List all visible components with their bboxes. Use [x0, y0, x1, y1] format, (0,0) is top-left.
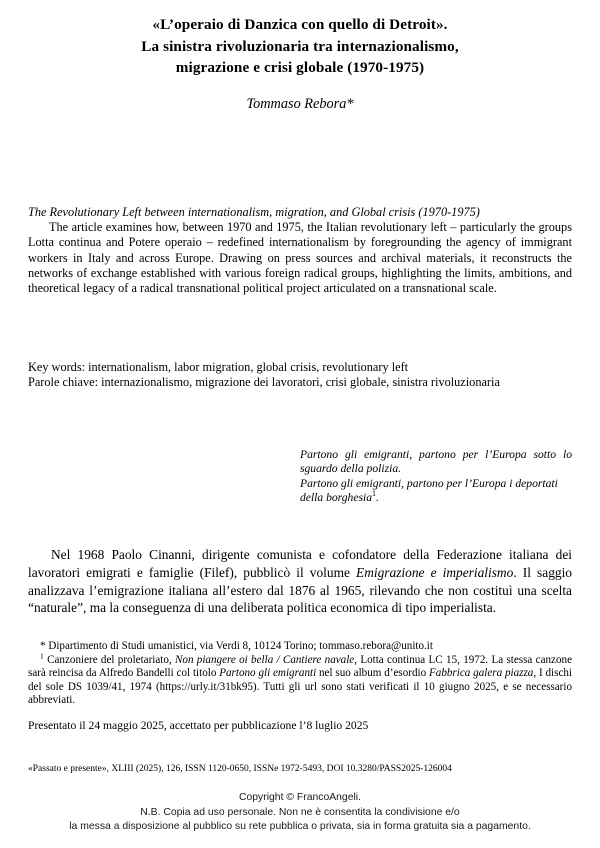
epigraph-line-2: [300, 477, 572, 506]
footnote-1: [28, 650, 572, 708]
copyright-line-3: la messa a disposizione al pubblico su rete pubblica o privata, sia in forma gratuita sia a pagamento.: [69, 821, 531, 833]
body-p1-seg2: . Il saggio analizzava l’emigrazione italiana all’estero dal 1876 al 1965, rilevando che non costituì una scelta “naturale”, ma la conseguenza di una deliberata politica economica di tipo imperialista.: [28, 564, 572, 616]
epigraph-block: [300, 448, 572, 506]
title-line-2: La sinistra rivoluzionaria tra internazionalismo,: [141, 37, 459, 55]
footnote-affiliation: [28, 640, 572, 654]
keywords-block: [28, 360, 572, 390]
footnote-1-seg2: , Lotta continua LC 15, 1972. La stessa canzone sarà reincisa da Alfredo Bandelli col titolo: [28, 653, 572, 680]
footnote-1-seg4: , I dischi del sole DS 1039/41, 1974 (https://urly.it/31bk95). Tutti gli url sono stati verificati il 10 giugno 2025, e se necessario abbreviati.: [28, 667, 572, 707]
copyright-line-2: N.B. Copia ad uso personale. Non ne è consentita la condivisione e/o: [140, 806, 460, 818]
epigraph-line-1: Partono gli emigranti, partono per l’Europa sotto lo sguardo della polizia.: [300, 448, 572, 476]
keywords-english: Key words: internationalism, labor migration, global crisis, revolutionary left: [28, 360, 409, 374]
abstract-block: [28, 205, 572, 296]
footnote-1-seg3: nel suo album d’esordio: [316, 667, 430, 680]
footnote-affiliation-marker: *: [40, 640, 46, 652]
copyright-notice: [0, 791, 600, 835]
epigraph-line-2-period: .: [376, 491, 379, 505]
footnote-1-song-title: Non piangere oi bella / Cantiere navale: [175, 653, 355, 666]
footnote-1-seg1: Canzoniere del proletariato,: [47, 653, 175, 666]
page-title: [0, 14, 600, 79]
author-name: Tommaso Rebora*: [246, 96, 354, 112]
footnote-1-song-title-2: Partono gli emigranti: [219, 667, 317, 680]
body-p1-seg1: Nel 1968 Paolo Cinanni, dirigente comunista e cofondatore della Federazione italiana dei lavoratori emigrati e famiglie (Filef), pubblicò il volume: [28, 547, 572, 580]
body-p1-book-title: Emigrazione e imperialismo: [356, 564, 514, 580]
title-line-1: «L’operaio di Danzica con quello di Detroit».: [152, 16, 448, 33]
abstract-english-title: The Revolutionary Left between internationalism, migration, and Global crisis (1970-1975): [28, 205, 480, 219]
copyright-line-1: Copyright © FrancoAngeli.: [238, 792, 361, 803]
epigraph-line-2-text: Partono gli emigranti, partono per l’Europa i deportati della borghesia: [300, 476, 558, 505]
keywords-italian: Parole chiave: internazionalismo, migrazione dei lavoratori, crisi globale, sinistra rivoluzionaria: [28, 375, 500, 390]
footnote-1-marker: 1: [40, 650, 44, 660]
footnote-affiliation-text: Dipartimento di Studi umanistici, via Verdi 8, 10124 Torino; tommaso.rebora@unito.it: [48, 640, 433, 652]
submission-dates: Presentato il 24 maggio 2025, accettato per pubblicazione l’8 luglio 2025: [28, 719, 369, 732]
footnote-1-album-title: Fabbrica galera piazza: [429, 667, 534, 680]
title-line-3: migrazione e crisi globale (1970-1975): [175, 59, 425, 76]
epigraph-footnote-marker: 1: [372, 489, 377, 499]
abstract-text: The article examines how, between 1970 and 1975, the Italian revolutionary left – particularly the groups Lotta continua and Potere operaio – redefined internationalism by foregrounding the agency of immigrant workers in Italy and across Europe. Drawing on press sources and archival materials, it reconstructs the networks of exchange established with various foreign radical groups, highlighting the limits, ambitions, and theoretical legacy of a radical transnational political project articulated on a transnational scale.: [28, 220, 572, 296]
body-paragraph-1: [28, 546, 572, 616]
journal-citation: «Passato e presente», XLIII (2025), 126, ISSN 1120-0650, ISSNe 1972-5493, DOI 10.3280/PASS2025-126004: [28, 764, 452, 774]
footnotes-block: [28, 640, 572, 708]
